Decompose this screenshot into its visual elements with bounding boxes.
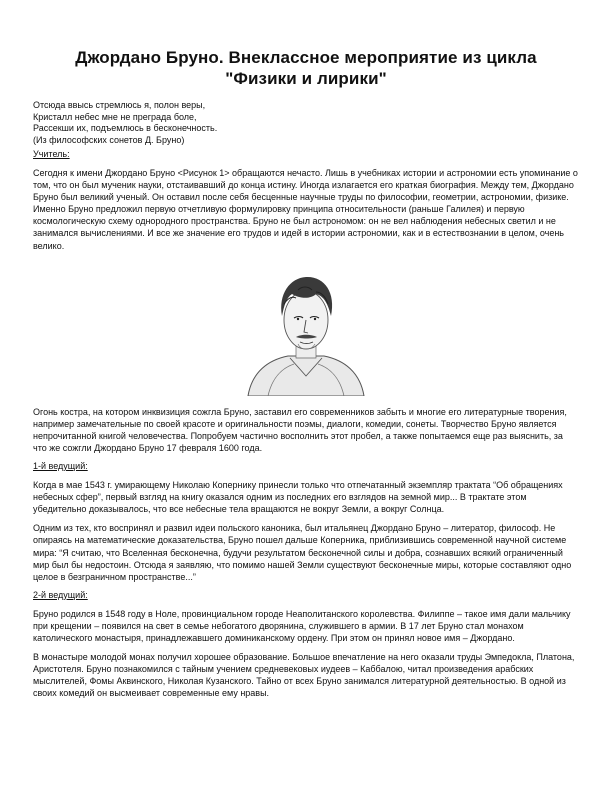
epigraph-poem — [33, 100, 579, 146]
host2-paragraph-2: В монастыре молодой монах получил хорошее образование. Большое впечатление на него оказали труды Эмпедокла, Платона, Аристотеля. Бруно познакомился с тайным учением средневековых иудеев – Каббалою, читал произведения арабских мыслителей, Фомы Аквинского, Николая Кузанского. Тайно от всех Бруно занимался литературной деятельностью. В одной из своих комедий он высмеивает современные ему нравы. — [33, 652, 575, 699]
teacher-paragraph: Сегодня к имени Джордано Бруно <Рисунок 1> обращаются нечасто. Лишь в учебниках истории и астрономии есть упоминание о том, что он был мученик науки, отстаивавший до конца истину. Иногда излагается его краткая биография. Между тем, Джордано Бруно был великий ученый. Он оставил после себя бесценные научные труды по философии, геометрии, астрономии, физике. Именно Бруно предложил первую отчетливую формулировку принципа относительности (раньше Галилея) и первую космологическую схему однородного пространства. Бруно не был астрономом: он не вел наблюдения небесных светил и не занимался вычислениями. И все же значение его трудов и идей в истории астрономии, как и в естествознании в целом, очень велико. — [33, 168, 578, 251]
host1-label: 1-й ведущий: — [33, 461, 88, 472]
title-line-2: "Физики и лирики" — [225, 69, 387, 88]
page-title — [33, 47, 579, 89]
host2-paragraph-1: Бруно родился в 1548 году в Ноле, провинциальном городе Неаполитанского королевства. Филиппе – такое имя дали мальчику при крещении – появился на свет в семье небогатого дворянина, служившего в армии. В 17 лет Бруно стал монахом католического монастыря, принадлежавшего доминиканскому ордену. При этом он принял новое имя – Джордано. — [33, 608, 571, 643]
document-page — [33, 47, 579, 699]
poem-line: Отсюда ввысь стремлюсь я, полон веры, — [33, 100, 206, 110]
title-line-1: Джордано Бруно. Внеклассное мероприятие из цикла — [75, 48, 537, 67]
portrait-figure — [33, 264, 579, 396]
host1-paragraph-2: Одним из тех, кто воспринял и развил идеи польского каноника, был итальянец Джордано Бруно – литератор, философ. Не опираясь на математические доказательства, Бруно пошел дальше Коперника, приблизившись современной научной системе мира: “Я считаю, что Вселенная бесконечна, будучи результатом бесконечной силы и добра, сознавших всякий ограниченный мир был бы недостоин. Отсюда я заявляю, что помимо нашей Земли существуют бесконечные миры, которые составляют одно целое в безграничном пространстве...” — [33, 523, 572, 582]
host1-paragraph-1: Когда в мае 1543 г. умирающему Николаю Копернику принесли только что отпечатанный экземпляр трактата “Об обращениях небесных сфер”, первый взгляд на книгу оказался одним из последних его взглядов на земной мир... В трактате этом убедительно доказывалось, что все небесные тела вращаются не вокруг Земли, а вокруг Солнца. — [33, 480, 563, 515]
bruno-portrait-image — [238, 264, 374, 396]
poem-line: Кристалл небес мне не преграда боле, — [33, 111, 197, 122]
poem-attribution: (Из философских сонетов Д. Бруно) — [33, 134, 185, 145]
after-portrait-paragraph: Огонь костра, на котором инквизиция сожгла Бруно, заставил его современников забыть и многие его литературные творения, например замечательные по своей красоте и оригинальности поэмы, диалоги, комедии, сонеты. Творчество Бруно является непрочитанной книгой человечества. Попробуем частично восполнить этот пробел, а также попытаемся еще раз выяснить, за что же сожгли Джордано Бруно 17 февраля 1600 года. — [33, 406, 567, 453]
host2-label: 2-й ведущий: — [33, 589, 88, 600]
teacher-label: Учитель: — [33, 149, 70, 159]
poem-line: Рассекши их, подъемлюсь в бесконечность. — [33, 123, 218, 133]
